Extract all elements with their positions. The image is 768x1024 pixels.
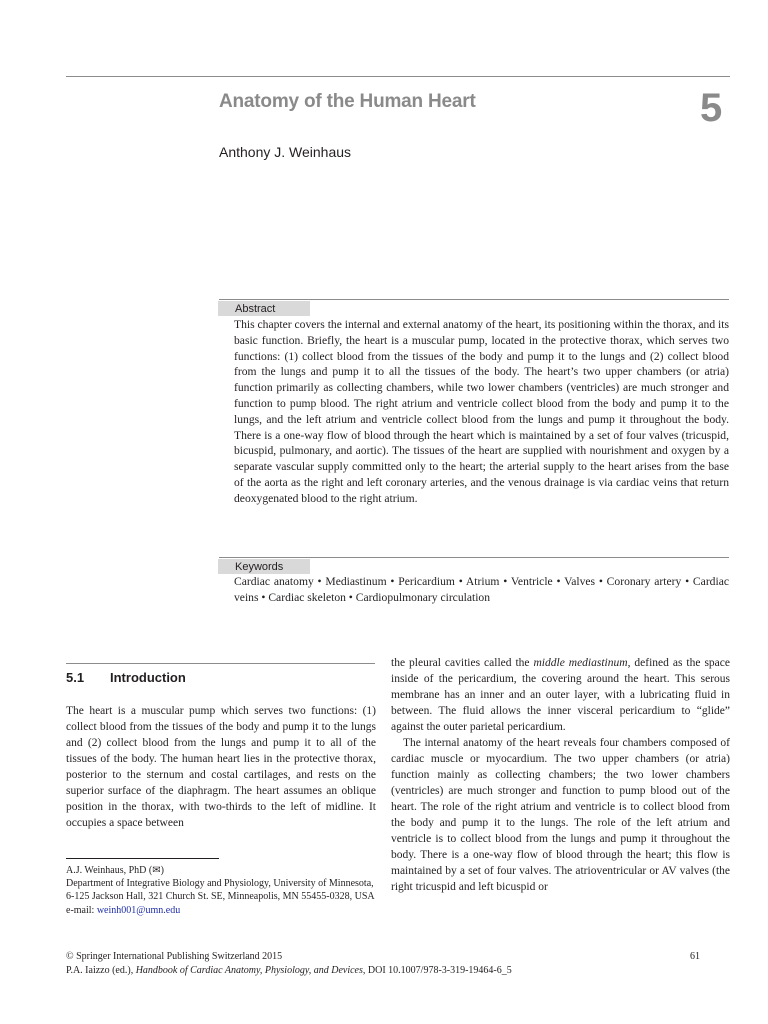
section-heading [66, 670, 186, 685]
footnote-rule [66, 858, 219, 859]
emphasis-term: middle mediastinum [533, 657, 628, 669]
top-rule [66, 76, 730, 77]
right-column [391, 655, 730, 895]
citation-line [66, 965, 512, 976]
citation-editor: P.A. Iaizzo (ed.), [66, 965, 136, 976]
abstract-rule [219, 299, 729, 300]
email-label: e-mail: [66, 904, 97, 916]
page-number: 61 [690, 951, 700, 962]
author-footnote [66, 864, 376, 917]
citation-doi: , DOI 10.1007/978-3-319-19464-6_5 [362, 965, 512, 976]
paragraph-text: , defined as the space inside of the pericardium, the covering around the heart. This serous membrane has an inner and an outer layer, with a lubricating fluid in between. The fluid allows the inner visceral pericardium to “glide” against the outer parietal pericardium. [391, 657, 731, 733]
email-link[interactable]: weinh001@umn.edu [96, 904, 181, 916]
right-paragraph-2: The internal anatomy of the heart reveals four chambers composed of cardiac muscle or myocardium. The two upper chambers (or atria) function mainly as collecting chambers; the two lower chambers (ventricles) are much stronger and function to pump blood out of the heart. The role of the right atrium and ventricle is to collect blood from the body and pump it to the lungs. The role of the left atrium and ventricle is to collect blood from the lungs and pump it throughout the body. There is a one-way flow of blood through the heart; this flow is maintained by a set of four valves. The atrioventricular or AV valves (the right tricuspid and left bicuspid or [391, 737, 730, 893]
keywords-text: Cardiac anatomy • Mediastinum • Pericardium • Atrium • Ventricle • Valves • Coronary artery • Cardiac veins • Cardiac skeleton • Cardiopulmonary circulation [234, 575, 729, 604]
footnote-email-line [66, 904, 376, 917]
paragraph-text: the pleural cavities called the [391, 657, 534, 669]
chapter-number: 5 [700, 86, 723, 130]
keywords-label: Keywords [218, 559, 310, 574]
keywords-rule [219, 557, 729, 558]
chapter-title: Anatomy of the Human Heart [219, 91, 476, 112]
footnote-affiliation: Department of Integrative Biology and Physiology, University of Minnesota, 6-125 Jackson Hall, 321 Church St. SE, Minneapolis, MN 55455-0328, USA [66, 878, 375, 903]
copyright-line: © Springer International Publishing Switzerland 2015 [66, 951, 283, 962]
section-title: Introduction [110, 670, 186, 685]
section-rule [66, 663, 375, 664]
author-name: Anthony J. Weinhaus [219, 144, 352, 160]
section-number: 5.1 [66, 670, 85, 685]
book-title: Handbook of Cardiac Anatomy, Physiology, and Devices [135, 965, 363, 976]
right-paragraph-1 [391, 655, 730, 735]
footnote-author: A.J. Weinhaus, PhD (✉) [66, 865, 164, 876]
abstract-text: This chapter covers the internal and external anatomy of the heart, its positioning within the thorax, and its basic function. Briefly, the heart is a muscular pump, located in the protective thorax, which serves two functions: (1) collect blood from the tissues of the body and pump it to the lungs and (2) collect blood from the lungs and pump it to all the tissues of the body. The heart’s two upper chambers (or atria) function primarily as collecting chambers, while two lower chambers (ventricles) are much stronger and function to pump blood. The right atrium and ventricle collect blood from the body and pump it to the lungs, and the left atrium and ventricle collect blood from the lungs and pump it throughout the body. There is a one-way flow of blood through the heart which is maintained by a set of four valves (tricuspid, bicuspid, pulmonary, and aortic). The tissues of the heart are supplied with nourishment and oxygen by a separate vascular supply committed only to the heart; the arterial supply to the heart arises from the base of the aorta as the right and left coronary arteries, and the venous drainage is via cardiac veins that return deoxygenated blood to the right atrium. [234, 318, 729, 505]
abstract-label: Abstract [218, 301, 310, 316]
left-column-paragraph: The heart is a muscular pump which serves two functions: (1) collect blood from the tissues of the body and pump it to the lungs and (2) collect blood from the lungs and pump it to all of the tissues of the body. The human heart lies in the protective thorax, posterior to the sternum and costal cartilages, and rests on the superior surface of the diaphragm. The heart assumes an oblique position in the thorax, with two-thirds to the left of midline. It occupies a space between [66, 705, 376, 829]
